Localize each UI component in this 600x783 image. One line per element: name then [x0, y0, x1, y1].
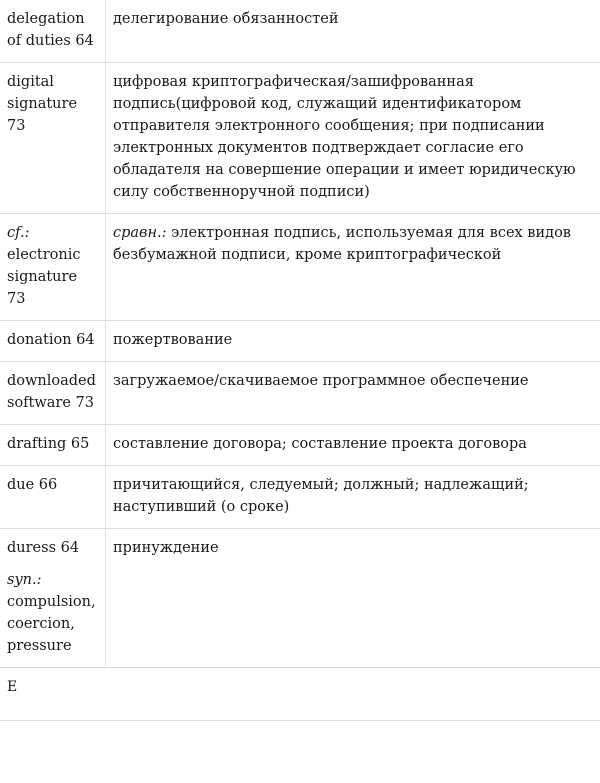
- translation-cell: [106, 214, 600, 321]
- table-row: [0, 529, 600, 668]
- translation-text: цифровая криптографическая/зашифрованная подпись(цифровой код, служащий идентификатором отправителя электронного сообщения; при подписании электронных документов подтверждает согласие его обладателя на совершение операции и имеет юридическую силу собственноручной подписи): [113, 74, 576, 200]
- term-cell: [0, 63, 106, 214]
- translation-cell: [106, 321, 600, 362]
- table-row: [0, 362, 600, 425]
- term-cell: [0, 466, 106, 529]
- translation-cell: [106, 529, 600, 668]
- term-text: electronic signature 73: [7, 247, 81, 307]
- table-row: [0, 425, 600, 466]
- term-cell: [0, 425, 106, 466]
- translation-cell: [106, 63, 600, 214]
- translation-text: делегирование обязанностей: [113, 11, 339, 27]
- synonym-abbreviation: syn.:: [7, 572, 42, 588]
- translation-text: принуждение: [113, 540, 219, 556]
- section-letter-cell: [0, 668, 600, 721]
- translation-text: составление договора; составление проекта договора: [113, 436, 527, 452]
- translation-cell: [106, 362, 600, 425]
- table-row: [0, 214, 600, 321]
- synonyms-block: [7, 569, 98, 657]
- term-cell: [0, 0, 106, 63]
- term-text: donation 64: [7, 332, 95, 348]
- translation-cell: [106, 466, 600, 529]
- term-cell: [0, 529, 106, 668]
- translation-text: пожертвование: [113, 332, 233, 348]
- term-text: downloaded software 73: [7, 373, 96, 411]
- term-text: duress 64: [7, 540, 80, 556]
- table-row: [0, 0, 600, 63]
- table-row: [0, 321, 600, 362]
- translation-cell: [106, 0, 600, 63]
- term-text: due 66: [7, 477, 58, 493]
- translation-text: электронная подпись, используемая для всех видов безбумажной подписи, кроме криптографической: [113, 225, 571, 263]
- term-text: drafting 65: [7, 436, 90, 452]
- table-row: [0, 466, 600, 529]
- term-text: digital signature 73: [7, 74, 78, 134]
- section-letter: E: [7, 679, 18, 695]
- compare-abbreviation: cf.:: [7, 225, 30, 241]
- section-letter-row: [0, 668, 600, 721]
- term-text: delegation of duties 64: [7, 11, 94, 49]
- translation-text: загружаемое/скачиваемое программное обеспечение: [113, 373, 529, 389]
- translation-text: причитающийся, следуемый; должный; надлежащий; наступивший (о сроке): [113, 477, 529, 515]
- synonyms-text: compulsion, coercion, pressure: [7, 594, 96, 654]
- table-row: [0, 63, 600, 214]
- term-cell: [0, 321, 106, 362]
- translation-cell: [106, 425, 600, 466]
- compare-abbreviation-ru: сравн.:: [113, 225, 167, 241]
- term-cell: [0, 214, 106, 321]
- term-cell: [0, 362, 106, 425]
